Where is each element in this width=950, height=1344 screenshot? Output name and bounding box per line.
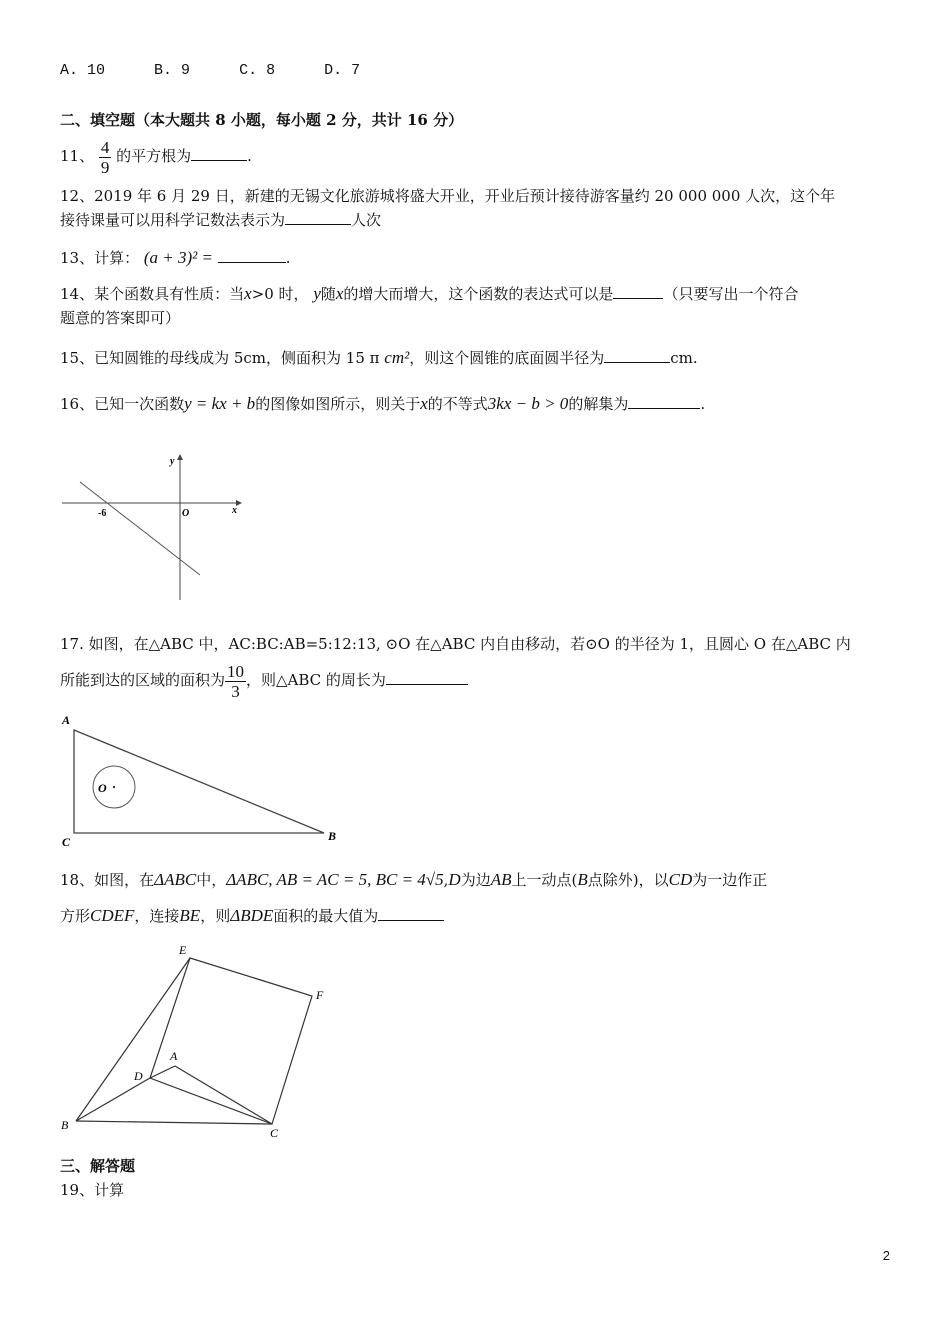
q18-text-i: ，连接 [134,907,180,925]
point-c-label: C [270,1126,279,1140]
intercept-label: -6 [98,508,107,519]
section2-title: 二、填空题（本大题共 8 小题，每小题 2 分，共计 16 分） [60,111,464,129]
q14-text-b: >0 时， [251,285,309,303]
question-13 [60,248,291,268]
question-11 [60,136,252,177]
q14-line1 [60,284,798,304]
point-a-label: A [170,1049,178,1063]
question-15 [60,348,698,368]
q17-line1: 17. 如图，在△ABC 中，AC:BC:AB=5:12:13, ⊙O 在△ABC 内自由移动，若⊙O 的半径为 1，且圆心 O 在△ABC 内 [60,635,851,653]
q16-text-a: 16、已知一次函数 [60,395,185,413]
q12-line2 [60,210,381,230]
q14-text-e: （只要写出一个符合 [663,285,799,303]
center-o-label: O [98,781,107,795]
q18-square: CDEF [90,906,135,925]
q14-line2: 题意的答案即可） [60,309,181,327]
q12-blank [285,210,351,225]
q17-fraction [225,662,246,701]
q13-number: 13、计算： [60,249,140,267]
segment-be [76,958,190,1121]
q18-blank [378,906,444,921]
q18-triangle-bde: ΔBDE [230,906,274,925]
q15-unit: cm² [384,348,410,367]
q18-be: BE [179,906,201,925]
q17-triangle-figure [0,708,360,858]
q12-text: 接待课量可以用科学记数法表示为 [60,211,286,229]
option-c: C. 8 [239,62,276,79]
q17-frac-num: 10 [227,661,245,681]
q17-blank [386,670,468,685]
q13-blank [218,248,286,263]
center-o-dot [113,786,115,788]
segment-bd [76,1078,150,1121]
vertex-a-label: A [62,713,71,727]
q12-unit: 人次 [351,211,382,229]
q11-number: 11、 [60,147,95,165]
q11-text: 的平方根为 [116,147,192,165]
q18-text-k: 面积的最大值为 [273,907,379,925]
q11-end: . [247,147,252,165]
point-f-label: F [316,988,324,1002]
q12-line1: 12、2019 年 6 月 29 日，新建的无锡文化旅游城将盛大开业，开业后预计接待游客量约 20 000 000 人次，这个年 [60,187,836,205]
q16-x: x [420,394,428,413]
y-axis-arrow-icon [177,454,183,460]
q18-text-c: , [443,871,449,889]
q18-text-j: ，则 [200,907,231,925]
q11-frac-num: 4 [100,137,110,157]
point-b-label: B [61,1118,69,1132]
q11-frac-den: 9 [100,157,110,177]
q14-text-c: 随 [320,285,336,303]
q15-text-b: ，则这个圆锥的底面圆半径为 [409,349,605,367]
q16-text-b: 的图像如图所示，则关于 [255,395,421,413]
point-d-label: D [134,1069,143,1083]
q18-text-g: 为一边作正 [692,871,768,889]
q18-square-figure [0,938,360,1148]
q16-end: . [700,395,706,413]
q18-condition: ΔABC, AB = AC = 5, BC = 4√5 [226,870,444,889]
q18-line2 [60,906,444,926]
q14-y: y [313,284,321,303]
vertex-b-label: B [328,829,337,843]
page-number: 2 [882,1248,890,1263]
q14-text-d: 的增大而增大，这个函数的表达式可以是 [343,285,614,303]
q16-function: y = kx + b [184,394,256,413]
q18-cd: CD [668,870,693,889]
q18-d: D [448,870,461,889]
q17-text-a: 所能到达的区域的面积为 [60,671,226,689]
q18-b: B [577,870,588,889]
q11-blank [191,146,247,161]
q14-blank [613,284,663,299]
q17-frac-den: 3 [231,681,240,701]
section3-title: 三、解答题 [60,1157,136,1175]
q18-text-h: 方形 [60,907,91,925]
q14-x1: x [244,284,252,303]
q17-line2 [60,658,468,702]
y-label: y [170,456,175,467]
q15-text-c: cm. [670,349,698,367]
q18-ab: AB [490,870,512,889]
q18-text-b: 中， [196,871,227,889]
segment-bc [76,1121,272,1124]
q18-text-e: 上一动点( [511,871,578,889]
question-19: 19、计算 [60,1181,125,1199]
q18-triangle: ΔABC [154,870,197,889]
point-e-label: E [179,943,187,957]
q15-text-a: 15、已知圆锥的母线成为 5cm，侧面积为 15 π [60,349,385,367]
option-b: B. 9 [154,62,191,79]
q13-expression: (a + 3)² = [143,248,213,267]
q18-line1 [60,870,767,890]
q10-options [60,61,360,81]
q16-blank [628,394,700,409]
question-16 [60,394,705,414]
q18-text-f: 点除外)，以 [587,871,669,889]
x-label: x [232,505,237,516]
q18-text-a: 18、如图，在 [60,871,155,889]
q14-text-a: 14、某个函数具有性质：当 [60,285,245,303]
q17-text-b: ，则△ABC 的周长为 [246,671,386,689]
origin-label: O [182,508,190,519]
q16-graph [0,450,260,610]
option-d: D. 7 [324,62,361,79]
option-a: A. 10 [60,62,106,79]
q15-blank [604,348,670,363]
linear-function-line [80,482,200,575]
q16-text-c: 的不等式 [427,395,488,413]
q16-inequality: 3kx − b > 0 [487,394,569,413]
segment-ac [175,1066,272,1124]
q16-text-d: 的解集为 [568,395,629,413]
triangle-abc [74,730,324,833]
vertex-c-label: C [62,835,71,849]
q11-fraction [99,138,112,177]
q14-x2: x [335,284,344,303]
q18-text-d: 为边 [460,871,491,889]
q13-end: . [285,249,291,267]
